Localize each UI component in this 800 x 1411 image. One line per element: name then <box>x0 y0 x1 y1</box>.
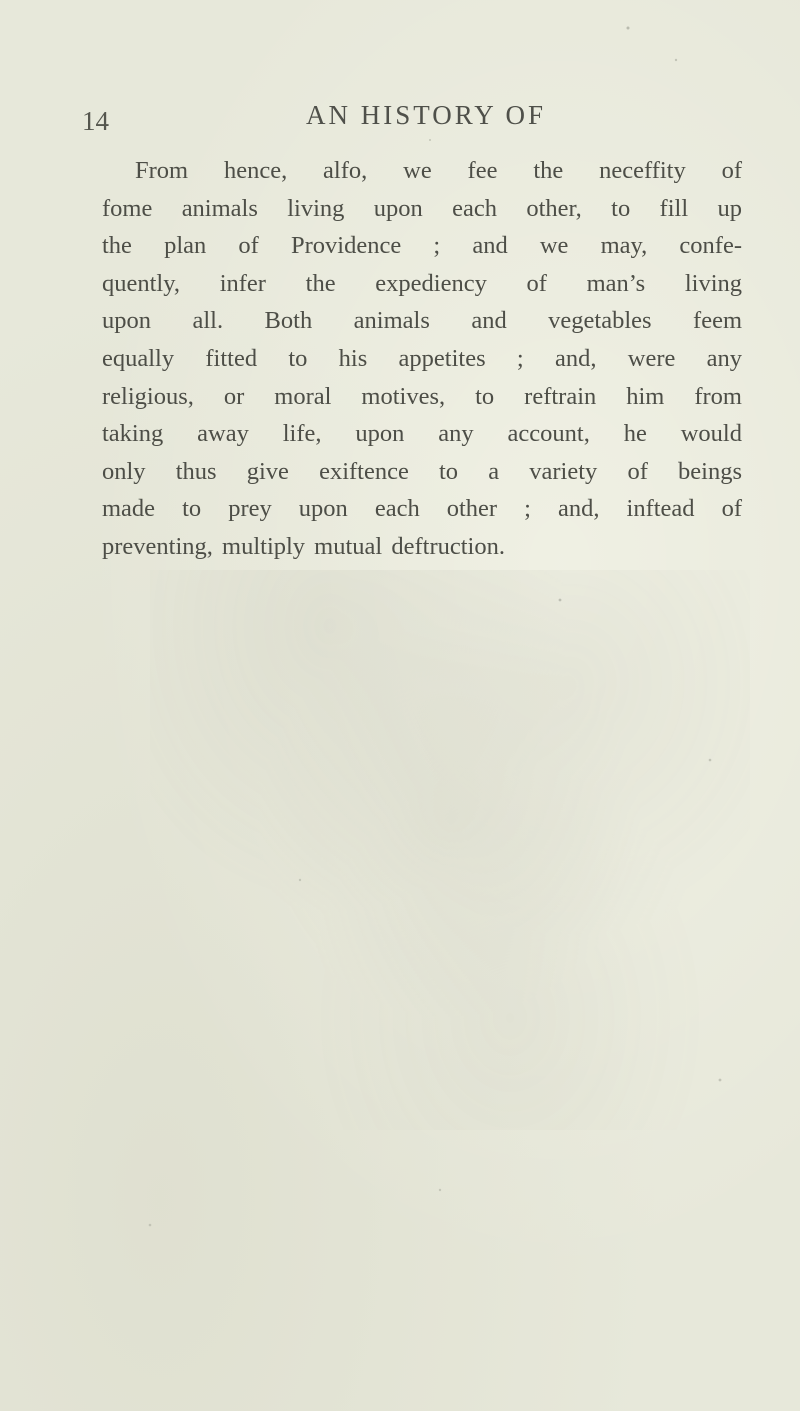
text-line: taking away life, upon any account, he would <box>102 420 742 448</box>
text-line: equally fitted to his appetites ; and, were any <box>102 344 742 372</box>
body-paragraph <box>102 152 742 566</box>
running-head: AN HISTORY OF <box>306 100 547 130</box>
page-number: 14 <box>82 106 109 136</box>
page-header <box>82 100 722 140</box>
text-line: upon all. Both animals and vegetables feem <box>102 307 742 335</box>
show-through-texture <box>150 570 750 1130</box>
text-line: fome animals living upon each other, to fill up <box>102 194 742 222</box>
text-line: made to prey upon each other ; and, inftead of <box>102 495 742 523</box>
text-line: preventing, multiply mutual deftruction. <box>102 532 505 560</box>
text-line: religious, or moral motives, to reftrain him from <box>102 382 742 410</box>
text-line: quently, infer the expediency of man’s living <box>102 269 742 297</box>
text-line: only thus give exiftence to a variety of beings <box>102 457 742 485</box>
text-line: the plan of Providence ; and we may, confe- <box>102 232 742 260</box>
text-line: From hence, alfo, we fee the neceffity of <box>135 157 742 184</box>
